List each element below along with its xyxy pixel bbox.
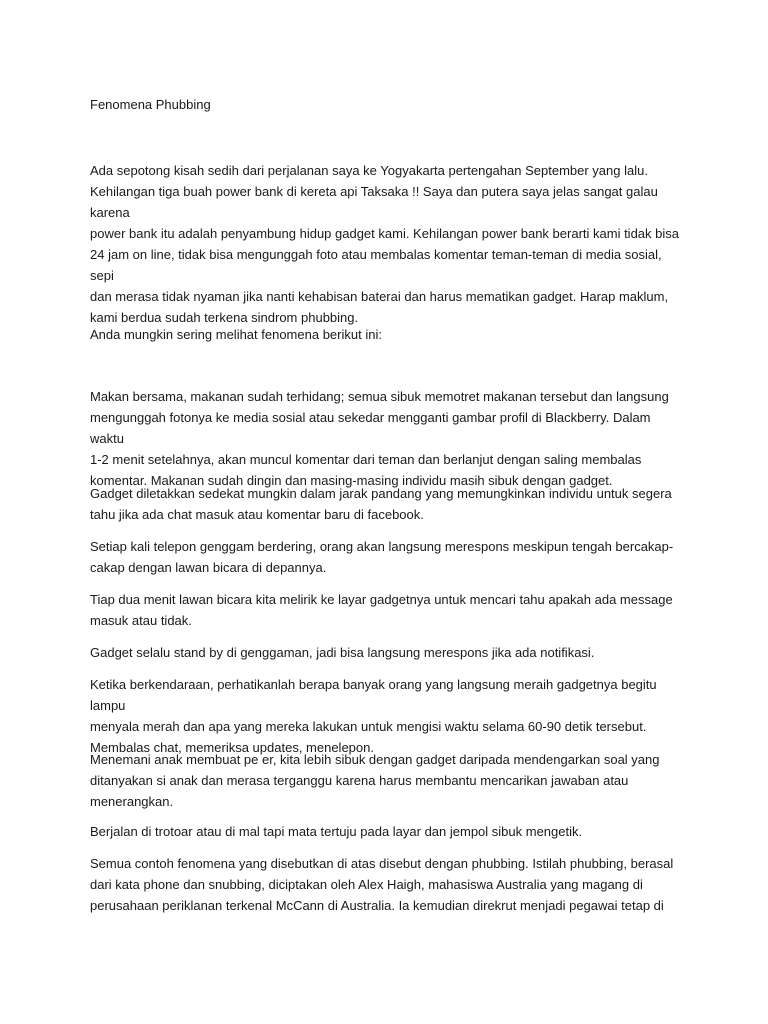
paragraph-walking: Berjalan di trotoar atau di mal tapi mata tertuju pada layar dan jempol sibuk mengetik. (90, 824, 583, 839)
paragraph-phone-ringing: Setiap kali telepon genggam berdering, orang akan langsung merespons meskipun tengah bercakap- cakap dengan lawan bicara di depannya. (90, 539, 674, 575)
paragraph-driving: Ketika berkendaraan, perhatikanlah berapa banyak orang yang langsung meraih gadgetnya begitu lampu menyala merah dan apa yang mereka lakukan untuk mengisi waktu selama 60-90 detik tersebut. Membalas chat, memeriksa updates, menelepon. (90, 677, 657, 755)
paragraph-lead-in: Anda mungkin sering melihat fenomena berikut ini: (90, 327, 382, 342)
paragraph-intro: Ada sepotong kisah sedih dari perjalanan saya ke Yogyakarta pertengahan September yang lalu. Kehilangan tiga buah power bank di kereta api Taksaka !! Saya dan putera saya jelas sangat galau karena power bank itu adalah penyambung hidup gadget kami. Kehilangan power bank berarti kami tidak bisa 24 jam on line, tidak bisa mengunggah foto atau membalas komentar teman-teman di media sosial, sepi dan merasa tidak nyaman jika nanti kehabisan baterai dan harus mematikan gadget. Harap maklum, kami berdua sudah terkena sindrom phubbing. (90, 163, 679, 325)
paragraph-eating: Makan bersama, makanan sudah terhidang; semua sibuk memotret makanan tersebut dan langsung mengunggah fotonya ke media sosial atau sekedar mengganti gambar profil di Blackberry. Dalam waktu 1-2 menit setelahnya, akan muncul komentar dari teman dan berlanjut dengan saling membalas komentar. Makanan sudah dingin dan masing-masing individu masih sibuk dengan gadget. (90, 389, 669, 488)
paragraph-gadget-nearby: Gadget diletakkan sedekat mungkin dalam jarak pandang yang memungkinkan individu untuk segera tahu jika ada chat masuk atau komentar baru di facebook. (90, 486, 672, 522)
paragraph-homework: Menemani anak membuat pe er, kita lebih sibuk dengan gadget daripada mendengarkan soal yang ditanyakan si anak dan merasa terganggu karena harus membantu mencarikan jawaban atau menerangkan. (90, 752, 660, 809)
document-title: Fenomena Phubbing (90, 97, 211, 112)
paragraph-glance: Tiap dua menit lawan bicara kita melirik ke layar gadgetnya untuk mencari tahu apakah ada message masuk atau tidak. (90, 592, 673, 628)
paragraph-standby: Gadget selalu stand by di genggaman, jadi bisa langsung merespons jika ada notifikasi. (90, 645, 595, 660)
paragraph-definition: Semua contoh fenomena yang disebutkan di atas disebut dengan phubbing. Istilah phubbing, berasal dari kata phone dan snubbing, diciptakan oleh Alex Haigh, mahasiswa Australia yang magang di perusahaan periklanan terkenal McCann di Australia. Ia kemudian direkrut menjadi pegawai tetap di (90, 856, 674, 913)
